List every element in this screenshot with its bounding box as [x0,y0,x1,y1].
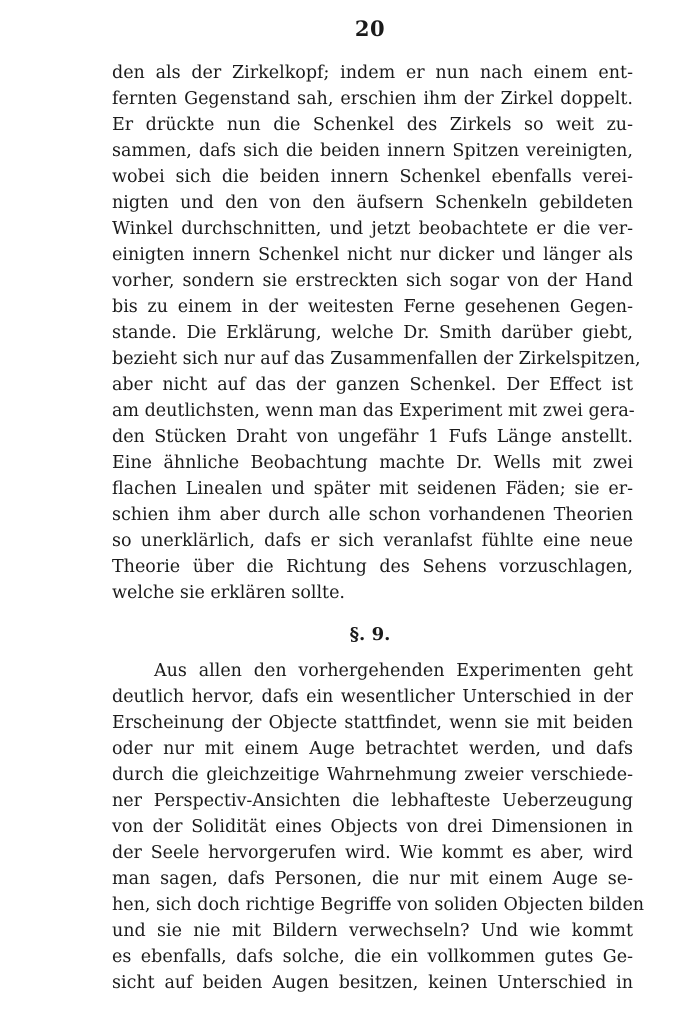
text-line: Erscheinung der Objecte stattfindet, wenn sie mit beiden [112,713,633,733]
text-line: nigten und den von den äufsern Schenkeln gebildeten [112,193,633,213]
text-line: und sie nie mit Bildern verwechseln? Und wie kommt [112,921,633,941]
text-line: ner Perspectiv-Ansichten die lebhafteste Ueberzeugung [112,791,633,811]
page-number: 20 [354,16,386,41]
text-line: sicht auf beiden Augen besitzen, keinen Unterschied in [112,973,633,993]
text-line: vorher, sondern sie erstreckten sich sogar von der Hand [112,271,633,291]
text-line: den Stücken Draht von ungefähr 1 Fufs Länge anstellt. [112,427,633,447]
text-line: welche sie erklären sollte. [112,583,345,603]
text-line: es ebenfalls, dafs solche, die ein vollkommen gutes Ge- [112,947,633,967]
text-line: aber nicht auf das der ganzen Schenkel. Der Effect ist [112,375,633,395]
text-line: stande. Die Erklärung, welche Dr. Smith darüber giebt, [112,323,633,343]
text-line: Eine ähnliche Beobachtung machte Dr. Wells mit zwei [112,453,633,473]
text-line: so unerklärlich, dafs er sich veranlafst fühlte eine neue [112,531,633,551]
paragraph-2 [112,658,645,996]
text-line: wobei sich die beiden innern Schenkel ebenfalls verei- [112,167,633,187]
text-line: einigten innern Schenkel nicht nur dicker und länger als [112,245,633,265]
text-line: deutlich hervor, dafs ein wesentlicher Unterschied in der [112,687,633,707]
text-line: den als der Zirkelkopf; indem er nun nach einem ent- [112,63,633,83]
section-heading: §. 9. [349,624,391,645]
text-line: bis zu einem in der weitesten Ferne gesehenen Gegen- [112,297,633,317]
text-line: bezieht sich nur auf das Zusammenfallen der Zirkelspitzen, [112,349,641,369]
text-line: von der Solidität eines Objects von drei Dimensionen in [112,817,633,837]
text-line: Er drückte nun die Schenkel des Zirkels so weit zu- [112,115,633,135]
text-line: fernten Gegenstand sah, erschien ihm der Zirkel doppelt. [112,89,633,109]
text-line: Theorie über die Richtung des Sehens vorzuschlagen, [112,557,633,577]
text-line: Aus allen den vorhergehenden Experimenten geht [154,661,633,681]
text-line: durch die gleichzeitige Wahrnehmung zweier verschiede- [112,765,633,785]
text-line: flachen Linealen und später mit seidenen Fäden; sie er- [112,479,633,499]
paragraph-1 [112,60,641,606]
text-line: am deutlichsten, wenn man das Experiment mit zwei gera- [112,401,635,421]
text-line: hen, sich doch richtige Begriffe von soliden Objecten bilden [112,895,645,915]
text-line: oder nur mit einem Auge betrachtet werden, und dafs [112,739,633,759]
text-line: Winkel durchschnitten, und jetzt beobachtete er die ver- [112,219,633,239]
text-line: sammen, dafs sich die beiden innern Spitzen vereinigten, [112,141,633,161]
text-line: man sagen, dafs Personen, die nur mit einem Auge se- [112,869,633,889]
text-line: der Seele hervorgerufen wird. Wie kommt es aber, wird [112,843,633,863]
text-line: schien ihm aber durch alle schon vorhandenen Theorien [112,505,633,525]
